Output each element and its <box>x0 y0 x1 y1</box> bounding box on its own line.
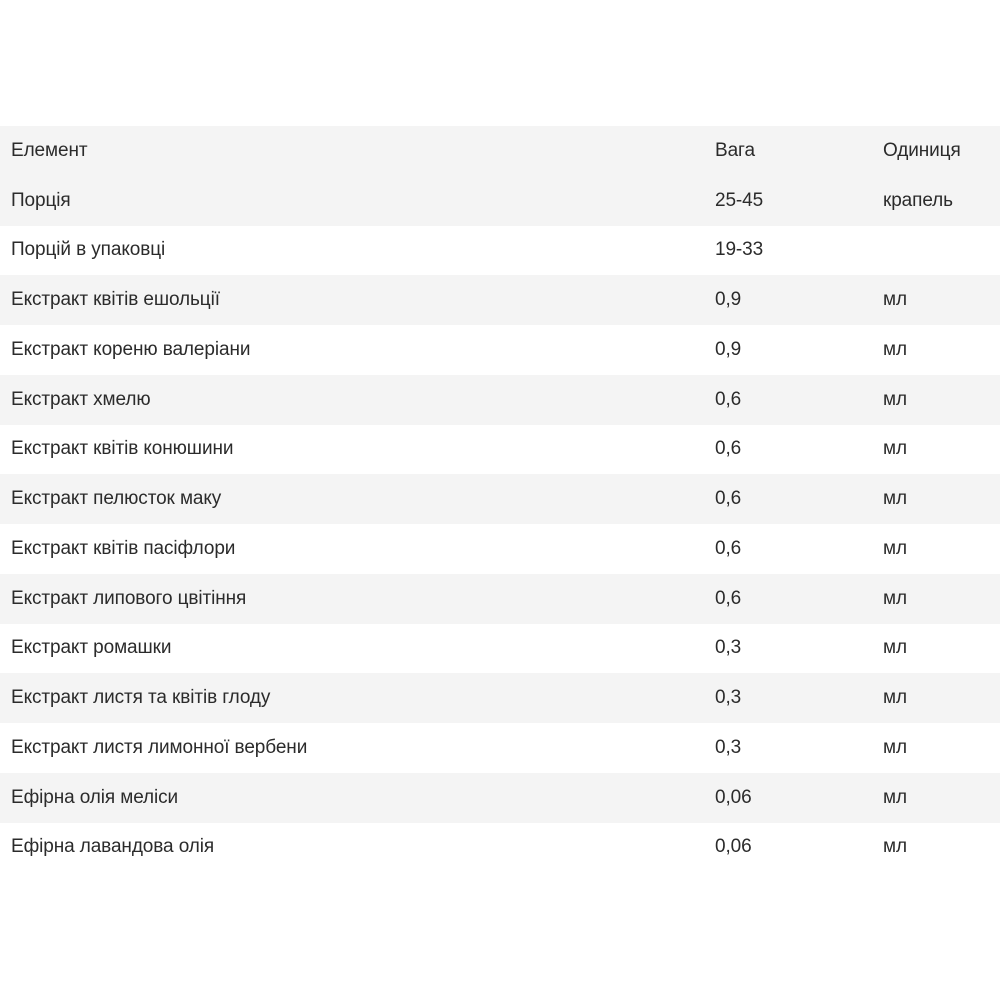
cell-weight: 0,3 <box>715 687 742 709</box>
table-row <box>0 624 1000 674</box>
table-row <box>0 723 1000 773</box>
table-row <box>0 474 1000 524</box>
cell-element: Порцій в упаковці <box>11 239 166 261</box>
table-row <box>0 773 1000 823</box>
cell-unit: мл <box>883 289 907 311</box>
cell-unit: мл <box>883 587 907 609</box>
header-weight: Вага <box>715 139 755 161</box>
cell-element: Екстракт хмелю <box>11 388 151 410</box>
composition-table <box>0 126 1000 872</box>
table-header-row <box>0 126 1000 176</box>
cell-weight: 0,06 <box>715 786 752 808</box>
table-row <box>0 226 1000 276</box>
table-row <box>0 275 1000 325</box>
cell-element: Екстракт листя та квітів глоду <box>11 687 271 709</box>
cell-weight: 0,9 <box>715 289 742 311</box>
table-row <box>0 823 1000 873</box>
cell-unit: мл <box>883 637 907 659</box>
cell-weight: 0,6 <box>715 438 742 460</box>
cell-element: Екстракт квітів пасіфлори <box>11 537 236 559</box>
cell-weight: 0,6 <box>715 537 742 559</box>
table-row <box>0 375 1000 425</box>
cell-weight: 0,3 <box>715 736 742 758</box>
cell-unit: мл <box>883 338 907 360</box>
cell-element: Ефірна олія меліси <box>11 786 179 808</box>
table-row <box>0 524 1000 574</box>
cell-element: Порція <box>11 189 71 211</box>
cell-element: Екстракт кореню валеріани <box>11 338 251 360</box>
cell-weight: 0,6 <box>715 587 742 609</box>
cell-unit: мл <box>883 786 907 808</box>
header-unit: Одиниця <box>883 139 961 161</box>
cell-element: Екстракт листя лимонної вербени <box>11 736 308 758</box>
cell-element: Ефірна лавандова олія <box>11 836 215 858</box>
cell-weight: 19-33 <box>715 239 764 261</box>
cell-unit: мл <box>883 736 907 758</box>
cell-element: Екстракт ромашки <box>11 637 172 659</box>
cell-weight: 0,06 <box>715 836 752 858</box>
table-row <box>0 574 1000 624</box>
cell-unit: мл <box>883 836 907 858</box>
cell-weight: 0,6 <box>715 388 742 410</box>
cell-weight: 0,9 <box>715 338 742 360</box>
cell-weight: 25-45 <box>715 189 764 211</box>
table-row <box>0 325 1000 375</box>
table-row <box>0 176 1000 226</box>
cell-unit: мл <box>883 388 907 410</box>
cell-unit: мл <box>883 488 907 510</box>
cell-unit <box>872 226 1000 276</box>
header-element: Елемент <box>11 139 88 161</box>
cell-weight: 0,6 <box>715 488 742 510</box>
table-row <box>0 425 1000 475</box>
cell-unit: мл <box>883 537 907 559</box>
cell-element: Екстракт пелюсток маку <box>11 488 222 510</box>
cell-element: Екстракт квітів ешольції <box>11 289 220 311</box>
table-row <box>0 673 1000 723</box>
cell-element: Екстракт квітів конюшини <box>11 438 234 460</box>
cell-unit: крапель <box>883 189 953 211</box>
cell-unit: мл <box>883 687 907 709</box>
cell-weight: 0,3 <box>715 637 742 659</box>
cell-unit: мл <box>883 438 907 460</box>
composition-table-container <box>0 126 1000 872</box>
cell-element: Екстракт липового цвітіння <box>11 587 247 609</box>
